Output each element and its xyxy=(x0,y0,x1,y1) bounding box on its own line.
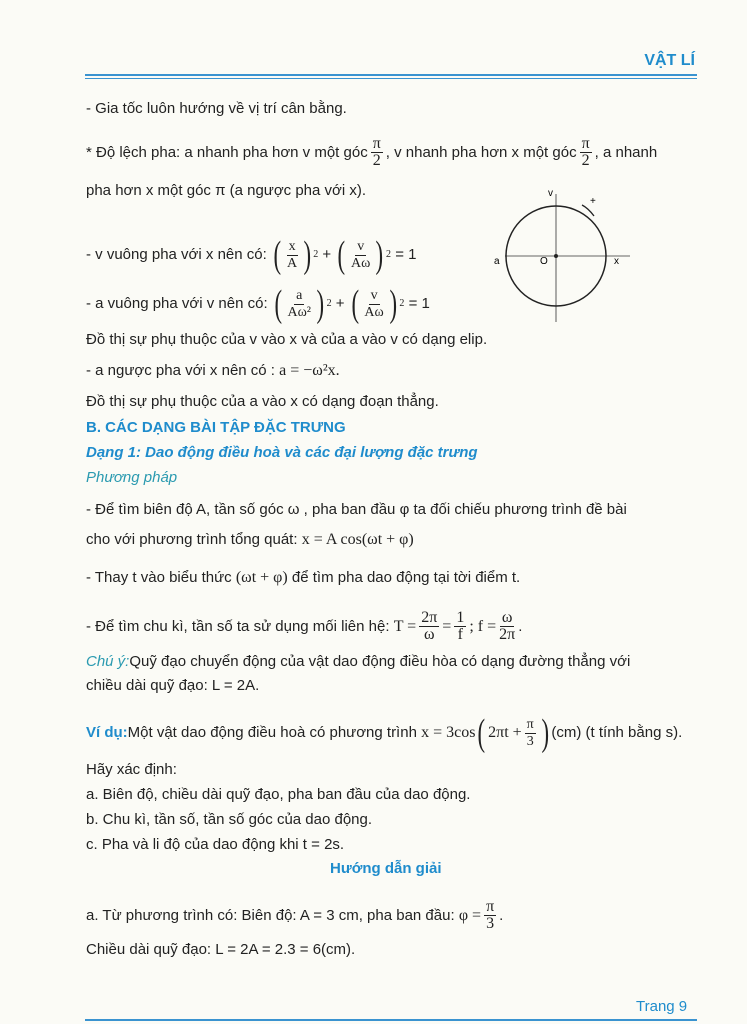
formula-line-xv: - v vuông pha với x nên có: ( $\frac{x}{A}$ ) 2 + ( $\frac{v}{A\omega}$ ) 2 = 1 xyxy=(86,234,417,276)
text-line: Hãy xác định: xyxy=(86,761,177,778)
label-x: x xyxy=(614,256,619,267)
text-line: chiều dài quỹ đạo: L = 2A. xyxy=(86,677,260,694)
text-line: - Để tìm biên độ A, tần số góc ω , pha ban đầu φ ta đối chiếu phương trình đề bài xyxy=(86,501,627,518)
question-c: c. Pha và li độ của dao động khi t = 2s. xyxy=(86,836,345,853)
page-number: Trang 9 xyxy=(636,998,688,1015)
example-line: Ví dụ: Một vật dao động điều hoà có phương trình x = 3cos ( 2πt + $\frac{\pi}{3}$ ) (cm) (t tính bằng s). xyxy=(86,712,683,754)
note-line: Chú ý: Quỹ đạo chuyển động của vật dao động điều hòa có dạng đường thẳng với xyxy=(86,653,631,670)
text-line: Đồ thị sự phụ thuộc của v vào x và của a vào v có dạng elip. xyxy=(86,331,488,348)
text-line: pha hơn x một góc π (a ngược pha với x). xyxy=(86,182,367,199)
section-heading: B. CÁC DẠNG BÀI TẬP ĐẶC TRƯNG xyxy=(86,419,346,436)
phase-shift-line: * Độ lệch pha: a nhanh pha hơn v một góc $\frac{\pi}{2}$ , v nhanh pha hơn x một góc $\frac{\pi}{2}$ , a nhanh xyxy=(86,135,658,169)
label-plus: + xyxy=(590,196,596,207)
solution-heading: Hướng dẫn giải xyxy=(330,860,442,877)
origin-point xyxy=(554,254,558,258)
label-v: v xyxy=(548,188,553,199)
text-line: - Gia tốc luôn hướng về vị trí cân bằng. xyxy=(86,100,347,117)
text-line: - Thay t vào biểu thức (ωt + φ) để tìm pha dao động tại tời điểm t. xyxy=(86,569,521,586)
method-heading: Phương pháp xyxy=(86,469,178,486)
subsection-heading: Dạng 1: Dao động điều hoà và các đại lượng đặc trưng xyxy=(86,444,478,461)
question-b: b. Chu kì, tần số, tần số góc của dao động. xyxy=(86,811,373,828)
text-line: cho với phương trình tổng quát: x = A cos(ωt + φ) xyxy=(86,531,414,548)
formula-line-av: - a vuông pha với v nên có: ( $\frac{a}{\text{Aω²}}$ ) 2 + ( $\frac{v}{A\omega}$ ) 2 = 1 xyxy=(86,283,430,325)
text-line: Đồ thị sự phụ thuộc của a vào x có dạng đoạn thẳng. xyxy=(86,393,439,410)
subject-header: VẬT LÍ xyxy=(644,52,695,69)
footer-divider xyxy=(85,1019,697,1021)
period-formula-line: - Để tìm chu kì, tần số ta sử dụng mối liên hệ: T = $\frac{2\pi}{\omega}$ = $\frac{1}{f}$ ; f = $\frac{\omega}{2\pi}$ . xyxy=(86,609,523,643)
solution-line: Chiều dài quỹ đạo: L = 2A = 2.3 = 6(cm). xyxy=(86,941,356,958)
header-divider xyxy=(85,74,697,76)
text-line: - a ngược pha với x nên có : a = −ω²x. xyxy=(86,362,340,379)
header-divider-thin xyxy=(85,78,697,79)
solution-line: a. Từ phương trình có: Biên độ: A = 3 cm, pha ban đầu: φ = $\frac{\pi}{3}$ . xyxy=(86,898,504,932)
label-a: a xyxy=(494,256,500,267)
phase-circle-diagram xyxy=(490,180,640,330)
label-O: O xyxy=(540,256,548,267)
question-a: a. Biên độ, chiều dài quỹ đạo, pha ban đầu của dao động. xyxy=(86,786,471,803)
